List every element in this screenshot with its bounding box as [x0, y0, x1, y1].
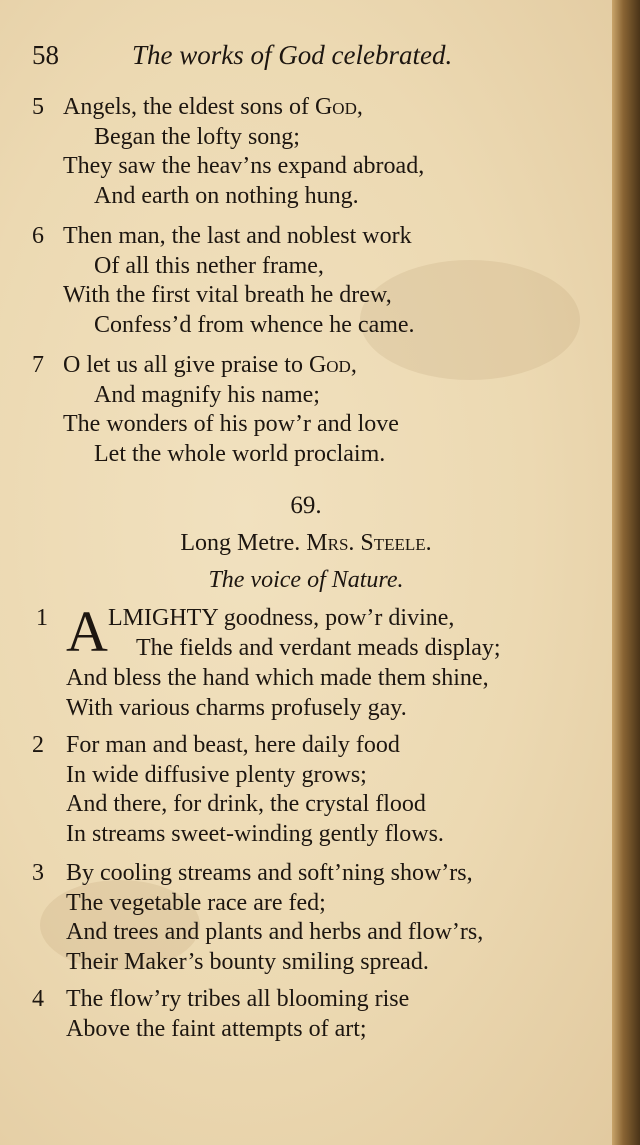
verse-line: [32, 152, 602, 182]
verse-number: 5: [32, 94, 44, 120]
verse-number: 6: [32, 223, 44, 249]
verse-text: Began the lofty song;: [94, 123, 300, 150]
verse-number: 2: [32, 732, 44, 758]
verse-line: [32, 761, 602, 791]
running-title: The works of God celebrated.: [132, 40, 453, 70]
page-header: [32, 40, 502, 81]
stanza-4: [32, 985, 602, 1044]
verse-number: 4: [32, 986, 44, 1012]
verse-line: [32, 731, 602, 761]
stanza-3: [32, 859, 602, 977]
verse-line: [32, 985, 602, 1015]
god-word: God: [314, 94, 357, 120]
stanza-1: [32, 599, 602, 723]
verse-line: [32, 820, 602, 850]
verse-text: In wide diffusive plenty grows;: [66, 761, 367, 788]
verse-text: They saw the heav’ns expand abroad,: [63, 153, 425, 179]
verse-line: [32, 889, 602, 919]
verse-text: With various charms profusely gay.: [66, 695, 407, 721]
verse-line: [32, 948, 602, 978]
drop-cap: A: [66, 599, 108, 664]
verse-line: [32, 182, 602, 212]
hymn-metre-line: [0, 530, 612, 557]
verse-text: The flow’ry tribes all blooming rise: [66, 986, 410, 1012]
verse-line: [32, 351, 602, 381]
page-number: 58: [32, 40, 59, 70]
verse-text: The fields and verdant meads display;: [136, 635, 501, 661]
verse-text: Let the whole world proclaim.: [94, 440, 386, 467]
verse-text: The wonders of his pow’r and love: [63, 411, 399, 437]
verse-text: And there, for drink, the crystal flood: [66, 791, 426, 817]
verse-text: LMIGHTY goodness, pow’r divine,: [108, 605, 455, 631]
verse-text: With the first vital breath he drew,: [63, 282, 392, 308]
verse-line: [32, 790, 602, 820]
verse-text: Confess’d from whence he came.: [94, 311, 415, 338]
verse-text: The vegetable race are fed;: [66, 889, 326, 916]
verse-text: By cooling streams and soft’ning show’rs,: [66, 860, 473, 886]
verse-line: [32, 440, 602, 470]
verse-line: [32, 311, 602, 341]
verse-line: [32, 918, 602, 948]
hymn-title: The voice of Nature.: [208, 567, 404, 593]
stanza-6: [32, 222, 602, 340]
stanza-7: [32, 351, 602, 469]
verse-line: [32, 252, 602, 282]
stanza-2: [32, 731, 602, 849]
verse-text: In streams sweet-winding gently flows.: [66, 820, 444, 847]
verse-line: [32, 633, 602, 663]
verse-text: For man and beast, here daily food: [66, 732, 400, 758]
verse-line: [32, 410, 602, 440]
verse-line: [32, 93, 602, 123]
stanza-5: [32, 93, 602, 211]
hymn-number: 69.: [290, 492, 322, 519]
verse-line: [32, 663, 602, 693]
verse-line: [32, 859, 602, 889]
verse-text: And trees and plants and herbs and flow’rs,: [66, 919, 484, 945]
verse-line: [32, 281, 602, 311]
verse-text: And earth on nothing hung.: [94, 182, 359, 209]
verse-line: [32, 693, 602, 723]
verse-number: 1: [36, 605, 48, 631]
verse-text: And magnify his name;: [94, 381, 320, 408]
verse-number: 3: [32, 860, 44, 886]
verse-text: Then man, the last and noblest work: [63, 223, 412, 249]
verse-text: O let us all give praise to God,: [63, 352, 357, 378]
verse-text: Above the faint attempts of art;: [66, 1015, 367, 1042]
verse-text: Of all this nether frame,: [94, 252, 324, 279]
hymn-author: Mrs. Steele.: [306, 530, 432, 556]
verse-line: [32, 1015, 602, 1045]
page-gutter: [612, 0, 640, 1145]
verse-line: [32, 222, 602, 252]
verse-line: [32, 381, 602, 411]
verse-text: Their Maker’s bounty smiling spread.: [66, 948, 429, 975]
verse-number: 7: [32, 352, 44, 378]
verse-text: And bless the hand which made them shine,: [66, 665, 489, 691]
god-word: God: [308, 352, 351, 378]
verse-text: Angels, the eldest sons of God,: [63, 94, 363, 120]
verse-line: [32, 123, 602, 153]
metre-label: Long Metre.: [180, 530, 301, 556]
